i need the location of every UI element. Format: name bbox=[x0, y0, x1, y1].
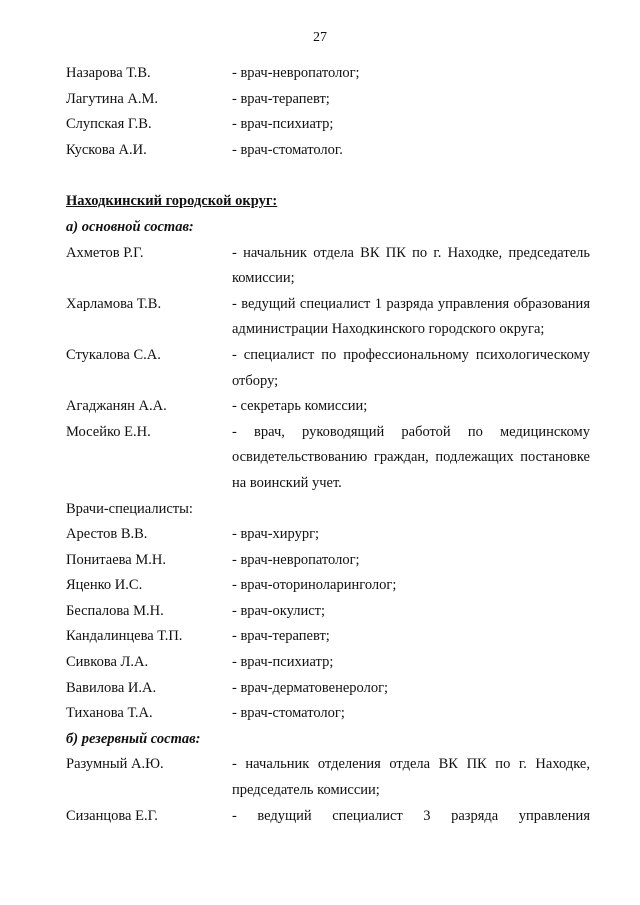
member-name: Мосейко Е.Н. bbox=[66, 423, 151, 440]
specialist-row bbox=[66, 676, 590, 702]
member-role: - врач-стоматолог; bbox=[232, 705, 345, 722]
member-role: - ведущий специалист 3 разряда управления bbox=[232, 807, 590, 824]
member-name: Назарова Т.В. bbox=[66, 65, 151, 81]
member-name: Тиханова Т.А. bbox=[66, 705, 153, 722]
member-role: - секретарь комиссии; bbox=[232, 398, 368, 415]
member-role: - врач-оториноларинголог; bbox=[232, 577, 397, 594]
member-name: Стукалова С.А. bbox=[66, 346, 161, 363]
specialist-row bbox=[66, 650, 590, 676]
specialist-row bbox=[66, 548, 590, 574]
member-role: - врач-невропатолог; bbox=[232, 551, 360, 568]
member-name: Вавилова И.А. bbox=[66, 679, 157, 696]
specialist-row bbox=[66, 573, 590, 599]
member-role: - врач, руководящий работой по медицинскому освидетельствованию граждан, подлежащих постановке на воинский учет. bbox=[232, 423, 590, 491]
specialist-row bbox=[66, 522, 590, 548]
member-row bbox=[66, 804, 590, 830]
member-row bbox=[66, 752, 590, 803]
member-name: Слупская Г.В. bbox=[66, 116, 152, 133]
member-role: - врач-дерматовенеролог; bbox=[232, 679, 389, 696]
member-role: - врач-терапевт; bbox=[232, 90, 330, 107]
member-role: - ведущий специалист 1 разряда управления образования администрации Находкинского городского округа; bbox=[232, 295, 590, 338]
member-name: Ахметов Р.Г. bbox=[66, 244, 144, 261]
member-row bbox=[66, 343, 590, 394]
member-name: Яценко И.С. bbox=[66, 577, 143, 594]
member-role: - врач-психиатр; bbox=[232, 654, 334, 671]
member-role: - врач-психиатр; bbox=[232, 116, 334, 133]
specialist-row bbox=[66, 701, 590, 727]
member-role: - врач-невропатолог; bbox=[232, 65, 360, 81]
section-gap bbox=[66, 163, 590, 189]
member-name: Агаджанян А.А. bbox=[66, 398, 167, 415]
page-number: 27 bbox=[313, 30, 327, 45]
member-name: Харламова Т.В. bbox=[66, 295, 162, 312]
section-title: Находкинский городской округ: bbox=[66, 193, 278, 210]
member-name: Беспалова М.Н. bbox=[66, 602, 164, 619]
member-row bbox=[66, 87, 590, 113]
document-body bbox=[66, 61, 590, 829]
reserve-composition-heading: б) резервный состав: bbox=[66, 730, 201, 747]
member-row bbox=[66, 394, 590, 420]
member-row bbox=[66, 112, 590, 138]
member-name: Кускова А.И. bbox=[66, 141, 147, 158]
member-row bbox=[66, 241, 590, 292]
specialist-row bbox=[66, 624, 590, 650]
specialist-row bbox=[66, 599, 590, 625]
member-role: - специалист по профессиональному психологическому отбору; bbox=[232, 346, 590, 389]
specialists-label: Врачи-специалисты: bbox=[66, 500, 193, 517]
member-role: - врач-терапевт; bbox=[232, 628, 330, 645]
member-role: - врач-хирург; bbox=[232, 526, 320, 543]
member-row bbox=[66, 61, 590, 87]
member-role: - начальник отдела ВК ПК по г. Находке, председатель комиссии; bbox=[232, 244, 590, 287]
member-name: Сизанцова Е.Г. bbox=[66, 807, 158, 824]
member-row bbox=[66, 292, 590, 343]
member-name: Кандалинцева Т.П. bbox=[66, 628, 183, 645]
member-role: - врач-стоматолог. bbox=[232, 141, 343, 158]
member-name: Разумный А.Ю. bbox=[66, 756, 164, 773]
main-composition-heading: а) основной состав: bbox=[66, 218, 194, 235]
member-name: Лагутина А.М. bbox=[66, 90, 158, 107]
member-name: Сивкова Л.А. bbox=[66, 654, 149, 671]
member-row bbox=[66, 138, 590, 164]
member-row bbox=[66, 420, 590, 497]
member-role: - начальник отделения отдела ВК ПК по г. Находке, председатель комиссии; bbox=[232, 756, 590, 799]
member-name: Арестов В.В. bbox=[66, 526, 148, 543]
member-name: Понитаева М.Н. bbox=[66, 551, 166, 568]
member-role: - врач-окулист; bbox=[232, 602, 326, 619]
